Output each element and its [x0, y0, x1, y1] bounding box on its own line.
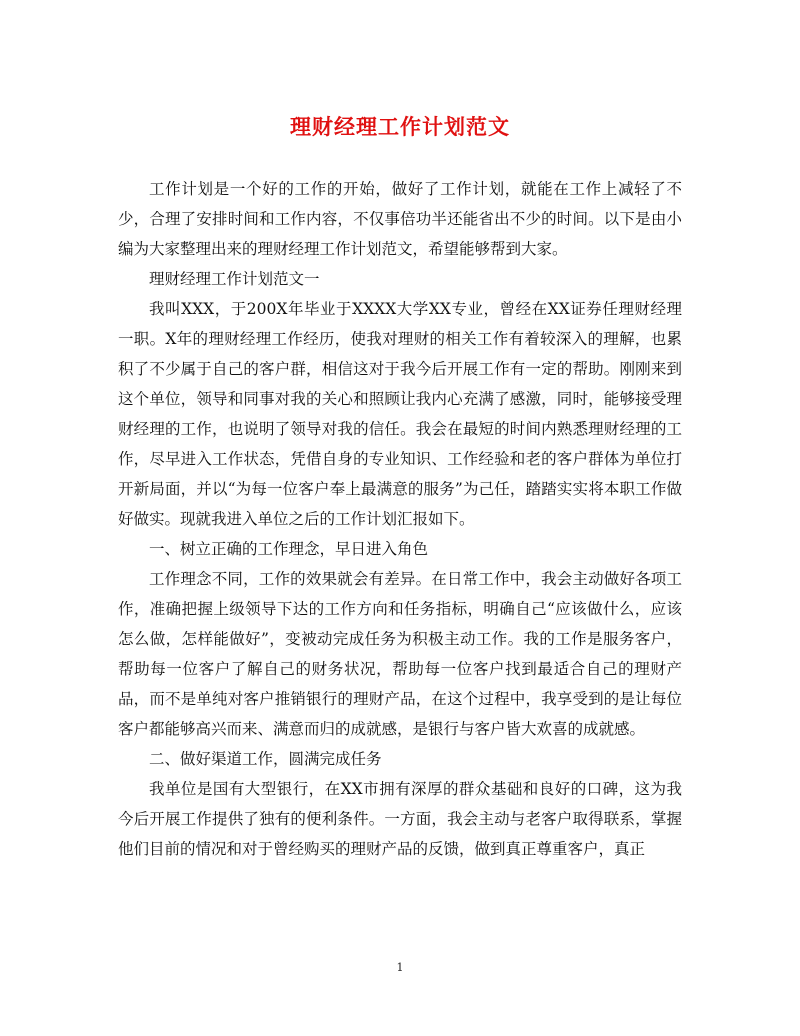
- page-number: 1: [396, 961, 404, 974]
- paragraph-channel-work: 我单位是国有大型银行，在XX市拥有深厚的群众基础和良好的口碑，这为我今后开展工作提供了独有的便利条件。一方面，我会主动与老客户取得联系，掌握他们目前的情况和对于曾经购买的理财产品的反馈，做到真正尊重客户，真正: [118, 780, 682, 858]
- paragraph-work-concept: 工作理念不同，工作的效果就会有差异。在日常工作中，我会主动做好各项工作，准确把握上级领导下达的工作方向和任务指标，明确自己“应该做什么，应该怎么做，怎样能做好”，变被动完成任务为积极主动工作。我的工作是服务客户，帮助每一位客户了解自己的财务状况，帮助每一位客户找到最适合自己的理财产品，而不是单纯对客户推销银行的理财产品，在这个过程中，我享受到的是让每位客户都能够高兴而来、满意而归的成就感，是银行与客户皆大欢喜的成就感。: [118, 570, 682, 738]
- document-title: 理财经理工作计划范文: [290, 114, 510, 139]
- document-body: [118, 174, 682, 864]
- section-heading-two: 二、做好渠道工作，圆满完成任务: [149, 750, 382, 768]
- paragraph-self-introduction: 我叫XXX，于200X年毕业于XXXX大学XX专业，曾经在XX证券任理财经理一职。X年的理财经理工作经历，使我对理财的相关工作有着较深入的理解，也累积了不少属于自己的客户群，相信这对于我今后开展工作有一定的帮助。刚刚来到这个单位，领导和同事对我的关心和照顾让我内心充满了感激，同时，能够接受理财经理的工作，也说明了领导对我的信任。我会在最短的时间内熟悉理财经理的工作，尽早进入工作状态，凭借自身的专业知识、工作经验和老的客户群体为单位打开新局面，并以“为每一位客户奉上最满意的服务”为己任，踏踏实实将本职工作做好做实。现就我进入单位之后的工作计划汇报如下。: [118, 300, 682, 528]
- section-heading-one: 一、树立正确的工作理念，早日进入角色: [149, 540, 429, 558]
- section-heading-example-one: 理财经理工作计划范文一: [149, 270, 320, 288]
- paragraph-intro: 工作计划是一个好的工作的开始，做好了工作计划，就能在工作上减轻了不少，合理了安排时间和工作内容，不仅事倍功半还能省出不少的时间。以下是由小编为大家整理出来的理财经理工作计划范文，希望能够帮到大家。: [118, 180, 682, 258]
